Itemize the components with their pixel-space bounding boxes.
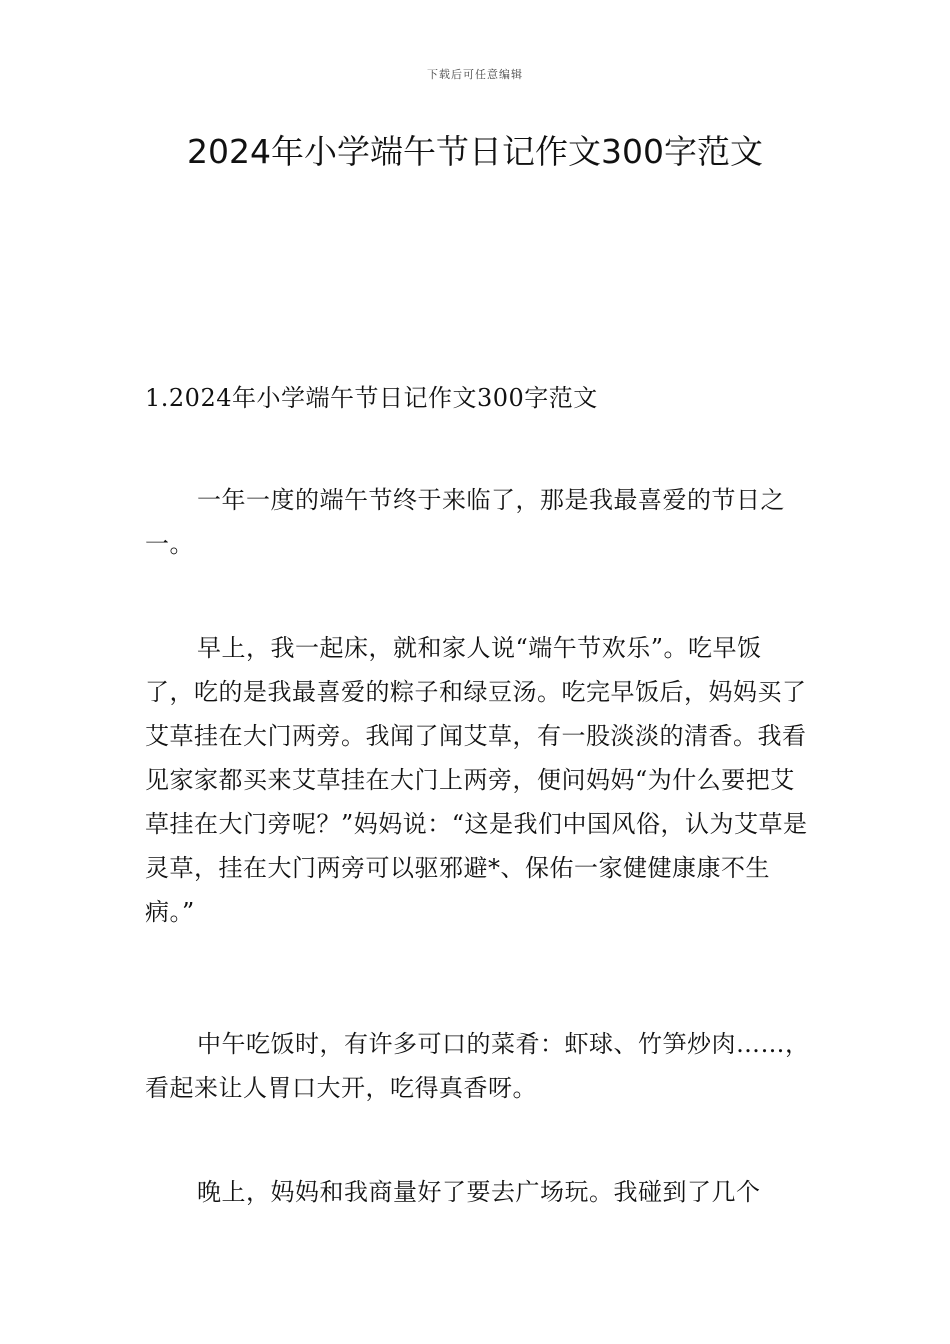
- page-header-note: 下载后可任意编辑: [427, 68, 523, 81]
- paragraph-3: 中午吃饭时，有许多可口的菜肴：虾球、竹笋炒肉……，看起来让人胃口大开，吃得真香呀。: [145, 1030, 810, 1102]
- paragraph-1: 一年一度的端午节终于来临了，那是我最喜爱的节日之一。: [145, 486, 785, 558]
- section-heading: 1.2024年小学端午节日记作文300字范文: [145, 384, 598, 412]
- paragraph-4: 晚上，妈妈和我商量好了要去广场玩。我碰到了几个: [197, 1178, 761, 1206]
- paragraph-2: 早上，我一起床，就和家人说“端午节欢乐”。吃早饭了，吃的是我最喜爱的粽子和绿豆汤。吃完早饭后，妈妈买了艾草挂在大门两旁。我闻了闻艾草，有一股淡淡的清香。我看见家家都买来艾草挂在大门上两旁，便问妈妈“为什么要把艾草挂在大门旁呢？”妈妈说：“这是我们中国风俗，认为艾草是灵草，挂在大门两旁可以驱邪避*、保佑一家健健康康不生病。”: [145, 634, 808, 926]
- document-title: 2024年小学端午节日记作文300字范文: [187, 132, 763, 171]
